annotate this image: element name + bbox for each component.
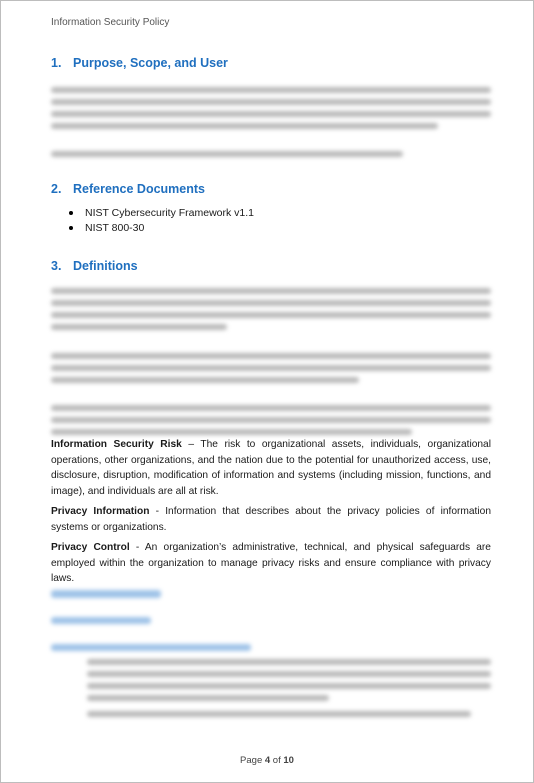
footer-prefix: Page [240,755,265,766]
list-item [51,207,254,219]
definition-term: Privacy Control [51,542,130,553]
running-header: Information Security Policy [51,17,170,28]
definition-text: Information that describes about the privacy policies of information systems or organizations. [51,506,491,533]
blurred-heading [51,590,161,604]
section-heading-3 [51,259,138,273]
definition-paragraph [51,540,491,587]
reference-text: NIST 800-30 [85,222,145,234]
total-page-count: 10 [283,755,294,766]
list-item [51,222,254,234]
section-title: Purpose, Scope, and User [73,56,228,70]
page-footer [1,755,533,766]
blurred-paragraph [87,659,491,707]
section-number: 2. [51,182,62,196]
footer-middle: of [270,755,284,766]
definition-text: An organization’s administrative, technical, and physical safeguards are employed within the organization to manage privacy risks and ensure compliance with privacy laws. [51,542,491,584]
bullet-icon [69,226,73,230]
section-number: 3. [51,259,62,273]
definition-text: The risk to organizational assets, individuals, organizational operations, other organizations, and the nation due to the potential for unauthorized access, use, disclosure, disruption, modification of information and systems (including mission, functions, and image), and individuals are all at risk. [51,439,491,497]
definition-paragraph [51,437,491,499]
definition-paragraph [51,504,491,535]
definition-separator: - [129,542,145,553]
section-title: Reference Documents [73,182,205,196]
blurred-heading [51,644,251,657]
blurred-paragraph [51,405,491,441]
current-page-number: 4 [264,755,271,766]
bullet-icon [69,211,73,215]
blurred-paragraph [51,87,491,135]
section-heading-1 [51,56,228,70]
definition-term: Privacy Information [51,506,150,517]
reference-list [51,207,254,237]
section-heading-2 [51,182,205,196]
definition-separator: – [181,439,201,450]
blurred-paragraph [51,288,491,336]
definition-term: Information Security Risk [51,439,182,450]
section-number: 1. [51,56,62,70]
blurred-paragraph [87,711,491,723]
blurred-heading [51,617,151,630]
section-title: Definitions [73,259,138,273]
reference-text: NIST Cybersecurity Framework v1.1 [85,207,255,219]
definition-separator: - [149,506,166,517]
blurred-paragraph [51,151,491,163]
blurred-paragraph [51,353,491,389]
